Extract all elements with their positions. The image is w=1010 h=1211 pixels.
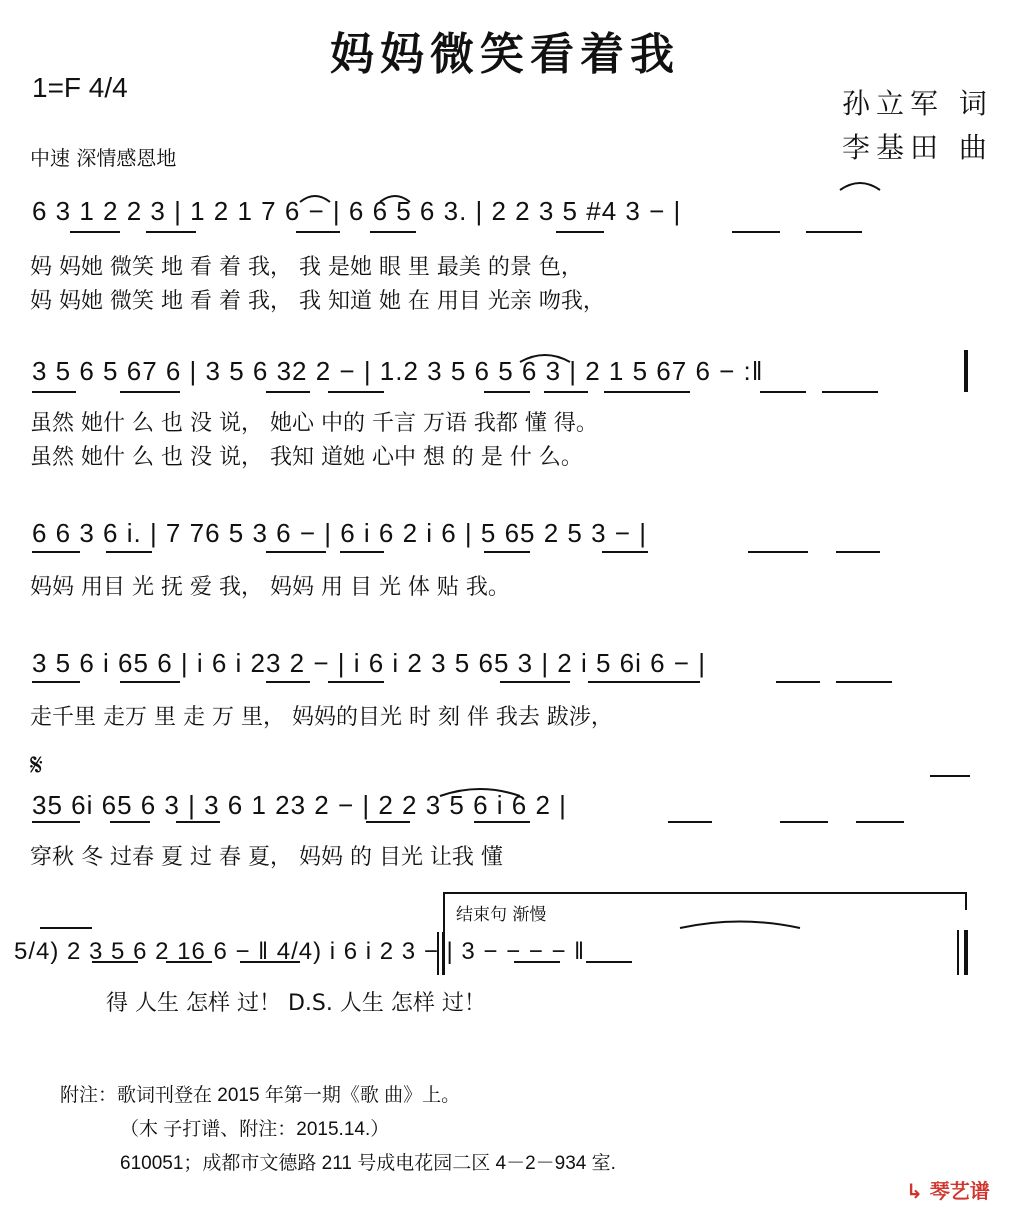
lyric-line-1b: 妈 妈她 微笑 地 看 着 我， 我 知道 她 在 用目 光亲 吻我， — [30, 289, 605, 314]
footnote-3: 610051；成都市文德路 211 号成电花园二区 4－2－934 室. — [120, 1153, 616, 1174]
ending-label: 结束句 渐慢 — [456, 905, 547, 925]
lyric-line-1a: 妈 妈她 微笑 地 看 着 我， 我 是她 眼 里 最美 的景 色， — [30, 255, 583, 280]
song-title: 妈妈微笑看着我 — [330, 29, 680, 80]
notation-line-6: 5/4) 2 3 5 6 2 16 6 − ‖ 4/4) i 6 i 2 3 − | 3 − − − − ‖ — [14, 938, 586, 965]
notation-line-3: 6 6 3 6 i. | 7 76 5 3 6 − | 6 i 6 2 i 6 | 5 65 2 5 3 − | — [32, 518, 647, 548]
lyric-line-2a: 虽然 她什 么 也 没 说， 她心 中的 千言 万语 我都 懂 得。 — [30, 411, 598, 436]
notation-line-2: 3 5 6 5 67 6 | 3 5 6 32 2 − | 1.2 3 5 6 5 6 3 | 2 1 5 67 6 − :‖ — [32, 356, 764, 386]
watermark-icon: ↳ — [906, 1179, 923, 1203]
footnote-2: （木 子打谱、附注：2015.14.） — [120, 1119, 390, 1140]
footnote-1: 附注：歌词刊登在 2015 年第一期《歌 曲》上。 — [60, 1085, 461, 1106]
notation-line-1: 6 3 1 2 2 3 | 1 2 1 7 6 − | 6 6 5 6 3. | 2 2 3 5 #4 3 − | — [32, 196, 682, 226]
lyric-line-3: 妈妈 用目 光 抚 爱 我， 妈妈 用 目 光 体 贴 我。 — [30, 575, 510, 600]
composer-credit: 李基田 曲 — [842, 131, 993, 164]
key-signature: 1=F 4/4 — [32, 72, 128, 103]
watermark-logo — [906, 1175, 990, 1204]
segno-sign: 𝄋 — [30, 748, 43, 783]
notation-line-4: 3 5 6 i 65 6 | i 6 i 23 2 − | i 6 i 2 3 5 65 3 | 2 i 5 6i 6 − | — [32, 648, 706, 678]
notation-line-5: 35 6i 65 6 3 | 3 6 1 23 2 − | 2 2 3 5 6 i 6 2 | — [32, 790, 567, 820]
lyric-line-2b: 虽然 她什 么 也 没 说， 我知 道她 心中 想 的 是 什 么。 — [30, 445, 583, 470]
lyric-line-5: 穿秋 冬 过春 夏 过 春 夏， 妈妈 的 目光 让我 懂 — [30, 845, 503, 870]
lyric-line-4: 走千里 走万 里 走 万 里， 妈妈的目光 时 刻 伴 我去 跋涉， — [30, 705, 613, 730]
tempo-marking: 中速 深情感恩地 — [30, 146, 177, 170]
watermark-text: 琴艺谱 — [929, 1179, 990, 1203]
lyric-line-6: 得 人生 怎样 过！ D.S. 人生 怎样 过！ — [106, 991, 486, 1016]
lyricist-credit: 孙立军 词 — [842, 87, 993, 120]
